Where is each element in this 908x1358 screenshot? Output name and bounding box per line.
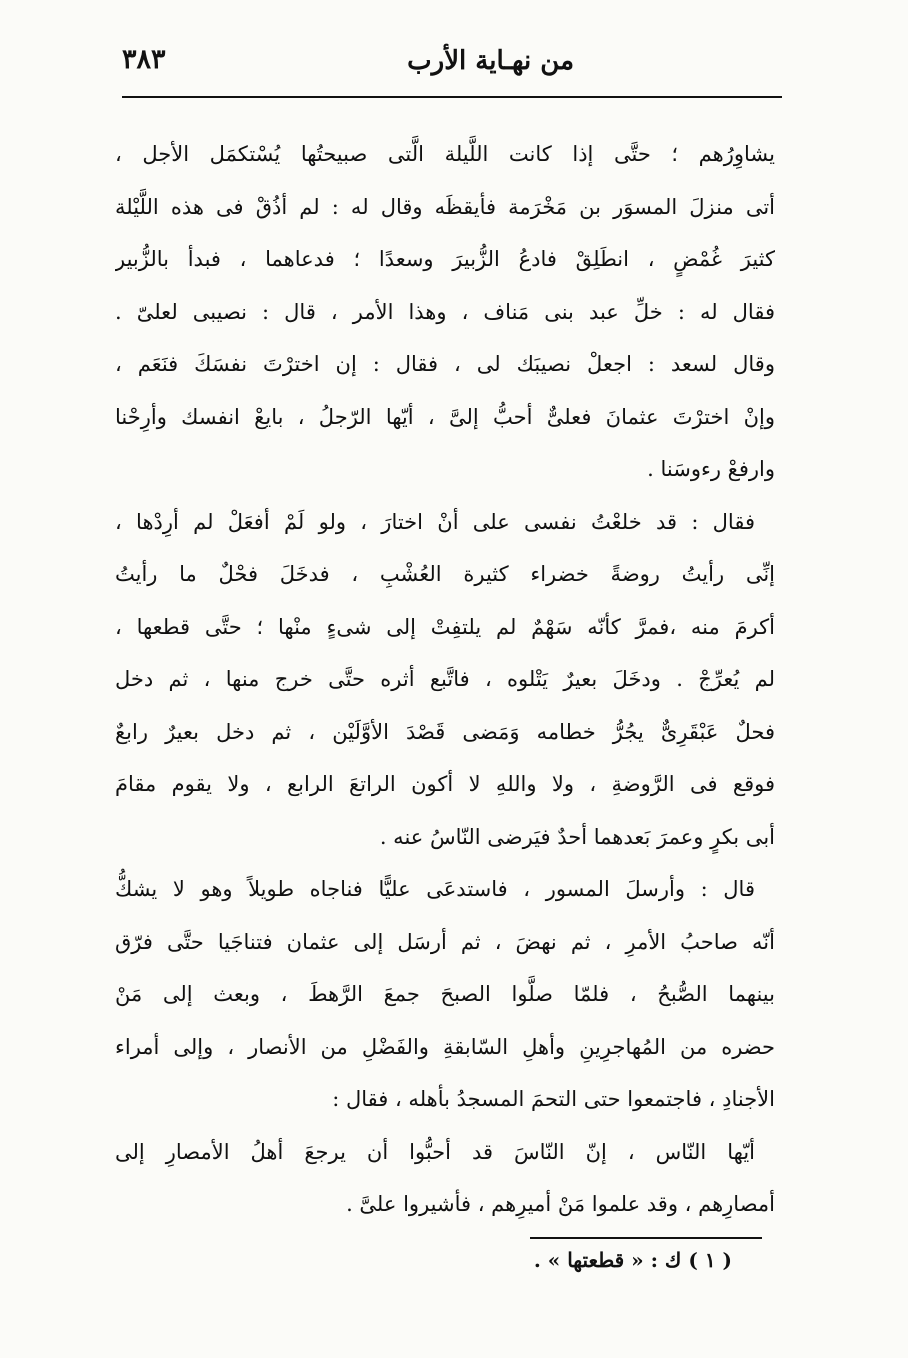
text-line: فقال : قد خلعْتُ نفسى على أنْ اختارَ ، ولو لَمْ أفعَلْ لم أرِدْها ، xyxy=(115,509,755,534)
text-line: بينهما الصُّبحُ ، فلمّا صلَّوا الصبحَ جمعَ الرَّهطَ ، وبعث إلى مَنْ xyxy=(115,982,775,1006)
text-line: وارفعْ رءوسَنا . xyxy=(647,457,775,481)
text-line: أمصارِهم ، وقد علموا مَنْ أميرِهم ، فأشيروا علىَّ . xyxy=(346,1192,775,1216)
text-line: فوقع فى الرَّوضةِ ، ولا واللهِ لا أكون الراتعَ الرابع ، ولا يقوم مقامَ xyxy=(115,772,775,796)
text-line: وقال لسعد : اجعلْ نصيبَك لى ، فقال : إن اخترْتَ نفسَكَ فنَعَم ، xyxy=(115,352,775,376)
text-line: الأجنادِ ، فاجتمعوا حتى التحمَ المسجدُ بأهله ، فقال : xyxy=(332,1087,775,1111)
header-rule xyxy=(122,96,782,98)
text-line: أنّه صاحبُ الأمرِ ، ثم نهضَ ، ثم أرسَل إلى عثمان فتناجَيا حتَّى فرّق xyxy=(115,929,775,954)
running-title: من نهـاية الأرب xyxy=(407,46,574,76)
text-line: قال : وأرسلَ المسور ، فاستدعَى عليًّا فناجاه طويلاً وهو لا يشكُّ xyxy=(115,877,755,901)
page-number: ٣٨٣ xyxy=(122,44,166,75)
text-line: لم يُعرِّجْ . ودخَلَ بعيرٌ يَتْلوه ، فاتَّبع أثره حتَّى خرج منها ، ثم دخل xyxy=(115,667,775,691)
text-line: وإنْ اخترْتَ عثمانَ فعلىٌّ أحبُّ إلىَّ ، أيّها الرّجلُ ، بايعْ انفسك وأرِحْنا xyxy=(115,404,775,429)
text-line: أيّها النّاس ، إنّ النّاسَ قد أحبُّوا أن يرجعَ أهلُ الأمصارِ إلى xyxy=(115,1139,755,1164)
text-line: أبى بكرٍ وعمرَ بَعدهما أحدٌ فيَرضى النّاسُ عنه . xyxy=(379,824,775,849)
text-line: يشاوِرُهم ؛ حتَّى إذا كانت اللَّيلة الَّتى صبيحتُها يُسْتكمَل الأجل ، xyxy=(115,142,775,166)
text-line: فحلٌ عَبْقَرِىٌّ يجُرُّ خطامه وَمَضى قَصْدَ الأوَّلَيْن ، ثم دخل بعيرٌ رابعٌ xyxy=(115,719,775,744)
text-line: حضره من المُهاجرِينِ وأهلِ السّابقةِ والفَضْلِ من الأنصار ، وإلى أمراء xyxy=(115,1034,775,1059)
page-header xyxy=(122,38,782,90)
body-text xyxy=(115,128,775,1231)
text-line: كثيرَ غُمْضٍ ، انطَلِقْ فادعُ الزُّبيرَ وسعدًا ؛ فدعاهما ، فبدأ بالزُّبير xyxy=(115,247,775,271)
text-line: أتى منزلَ المسوَر بن مَخْرَمة فأيقظَه وقال له : لم أذُقْ فى هذه اللَّيْلة xyxy=(115,194,775,219)
text-line: أكرمَ منه ،فمرَّ كأنّه سَهْمٌ لم يلتفِتْ إلى شىءٍ منْها ؛ حتَّى قطعها ، xyxy=(115,614,775,639)
footnote-rule xyxy=(530,1237,762,1239)
text-line: إنِّى رأيتُ روضةً خضراء كثيرة العُشْبِ ، فدخَلَ فحْلٌ ما رأيتُ xyxy=(115,562,775,586)
text-line: فقال له : خلِّ عبد بنى مَناف ، وهذا الأمر ، قال : نصيبى لعلىّ . xyxy=(115,299,775,324)
footnote: ( ١ ) ك : « قطعتها » . xyxy=(533,1248,732,1272)
